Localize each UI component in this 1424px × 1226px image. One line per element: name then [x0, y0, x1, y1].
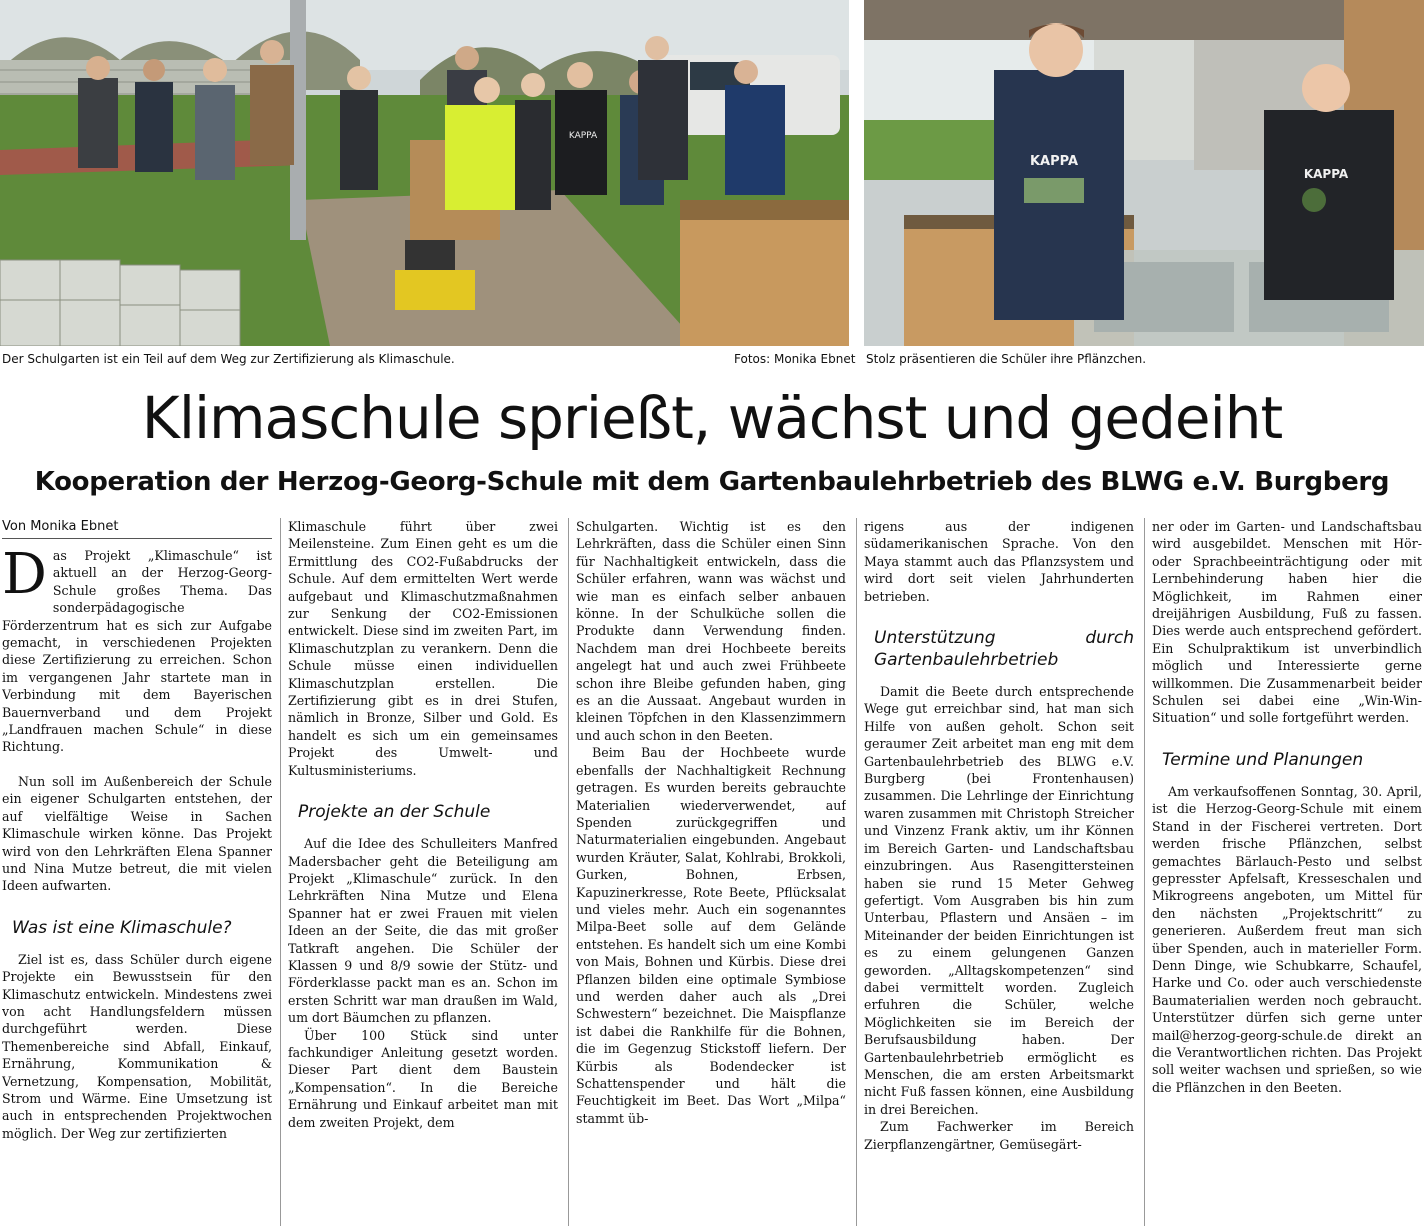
photo-caption-left: Der Schulgarten ist ein Teil auf dem Weg zur Zertifizierung als Klimaschule. — [2, 352, 455, 366]
headline: Klimaschule sprießt, wächst und gedeiht — [141, 384, 1283, 452]
subheadline: Kooperation der Herzog-Georg-Schule mit dem Gartenbaulehrbetrieb des BLWG e.V. Burgberg — [34, 467, 1390, 497]
section-heading: Projekte an der Schule — [298, 802, 491, 823]
drop-cap: D — [2, 542, 47, 607]
byline: Von Monika Ebnet — [2, 519, 119, 534]
paragraph: Auf die Idee des Schulleiters Manfred Madersbacher geht die Beteiligung am Projekt „Klimaschule“ zurück. In den Lehrkräften Nina Mutze und Elena Spanner hat er zwei Frauen mit vielen Ideen an der Seite, die das mit großer Tatkraft angehen. Die Schüler der Klassen 9 und 8/9 sowie der Stütz- und Förderklasse packt man es an. Schon im ersten Schritt war man draußen im Wald, um dort Bäumchen zu pflanzen. — [288, 836, 558, 1026]
paragraph: Schulgarten. Wichtig ist es den Lehrkräften, dass die Schüler einen Sinn für Nachhaltigkeit entwickeln, dass die Schüler erfahren, wann was wächst und wie man es einfach selber anbauen könne. In der Schulküche sollen die Produkte dann Verwendung finden. Nachdem man drei Hochbeete bereits angelegt hat und auch zwei Frühbeete schon ihre Bleibe gefunden haben, ging es an die Aussaat. Angebaut wurden in kleinen Töpfchen in den Klassenzimmern und auch schon in den Beeten. — [576, 519, 846, 743]
paragraph: Nun soll im Außenbereich der Schule ein eigener Schulgarten entstehen, der auf vielfältige Weise in Sachen Klimaschule wirken könne. Das Projekt wird von den Lehrkräften Elena Spanner und Nina Mutze betreut, die mit vielen Ideen aufwarten. — [2, 773, 272, 894]
section-heading: Was ist eine Klimaschule? — [12, 917, 232, 938]
section-heading: Termine und Planungen — [1162, 749, 1364, 770]
article-column-4 — [864, 518, 1134, 1226]
paragraph: rigens aus der indigenen südamerikanischen Sprache. Von den Maya stammt auch das Pflanzsystem und wird dort seit vielen Jahrhunderten betrieben. — [864, 519, 1134, 604]
lead-paragraph — [2, 542, 272, 756]
lead-text: as Projekt „Klimaschule“ ist aktuell an der Herzog-Georg-Schule großes Thema. Das sonderpädagogische Förderzentrum hat es sich zur Aufgabe gemacht, in verschiedenen Projekten diese Zertifizierung zu erreichen. Schon im vergangenen Jahr startete man in Verbindung mit dem Bayerischen Bauernverband und dem Projekt „Landfrauen machen Schule“ in diese Richtung. — [2, 548, 272, 755]
article-column-3 — [576, 518, 846, 1226]
students-photo-illustration — [864, 0, 1424, 346]
article-column-1 — [2, 518, 272, 1226]
column-divider — [568, 518, 569, 1226]
kappa-logo-text: KAPPA — [568, 131, 598, 141]
kappa-logo-text: KAPPA — [1303, 167, 1349, 181]
column-divider — [1144, 518, 1145, 1226]
group-photo-illustration — [0, 0, 849, 346]
column-divider — [280, 518, 281, 1226]
photo-schulgarten-group — [0, 0, 849, 346]
paragraph: Zum Fachwerker im Bereich Zierpflanzengärtner, Gemüsegärt- — [864, 1119, 1134, 1152]
paragraph: Ziel ist es, dass Schüler durch eigene Projekte ein Bewusstsein für den Klimaschutz entwickeln. Mindestens zwei von acht Handlungsfeldern müssen durchgeführt werden. Diese Themenbereiche sind Abfall, Einkauf, Ernährung, Kommunikation & Vernetzung, Kompensation, Mobilität, Strom und Wärme. Eine Umsetzung ist auch in entsprechenden Projektwochen möglich. Der Weg zur zertifizierten — [2, 951, 272, 1141]
paragraph: ner oder im Garten- und Landschaftsbau wird ausgebildet. Menschen mit Hör- oder Sprachbeeinträchtigung oder mit Lernbehinderung haben hier die Möglichkeit, im Rahmen einer dreijährigen Ausbildung, Fuß zu fassen. Dies werde auch entsprechend gefördert. Ein Schulpraktikum ist unverbindlich möglich und Interessierte gerne willkommen. Die Zusammenarbeit beider Schulen sei dabei eine „Win-Win-Situation“ und solle fortgeführt werden. — [1152, 519, 1422, 726]
paragraph: Am verkaufsoffenen Sonntag, 30. April, ist die Herzog-Georg-Schule mit einem Stand in der Fischerei vertreten. Dort werden frische Pflänzchen, selbst gemachtes Bärlauch-Pesto und selbst gepresster Apfelsaft, Kresseschalen und Mikrogreens angeboten, um Mittel für den nächsten „Projektschritt“ zu generieren. Außerdem freut man sich über Spenden, auch in materieller Form. Denn Dinge, wie Schubkarre, Schaufel, Harke und Co. oder auch verschiedenste Baumaterialien werden noch gebraucht. Unterstützer dürfen sich gerne unter mail@herzog-georg-schule.de direkt an die Verantwortlichen richten. Das Projekt soll weiter wachsen und sprießen, so wie die Pflänzchen in den Beeten. — [1152, 783, 1422, 1095]
paragraph: Damit die Beete durch entsprechende Wege gut erreichbar sind, hat man sich Hilfe von außen geholt. Schon seit geraumer Zeit arbeitet man eng mit dem Gartenbaulehrbetrieb des BLWG e.V. Burgberg (bei Frontenhausen) zusammen. Die Lehrlinge der Einrichtung waren zusammen mit Christoph Streicher und Vinzenz Frank aktiv, um ihr Können im Bereich Garten- und Landschaftsbau einzubringen. Aus Rasengittersteinen haben sie rund 15 Meter Gehweg gefertigt. Vom Ausgraben bis hin zum Unterbau, Pflastern und Ansäen – im Miteinander der beiden Einrichtungen ist es zu einem gelungenen Ganzen geworden. „Alltagskompetenzen“ sind dabei vermittelt worden. Zugleich erfuhren die Schüler, welche Möglichkeiten sie im Bereich der Berufsausbildung haben. Der Gartenbaulehrbetrieb ermöglicht es Menschen, die am ersten Arbeitsmarkt nicht Fuß fassen können, eine Ausbildung in drei Bereichen. — [864, 684, 1134, 1117]
article-column-2 — [288, 518, 558, 1226]
paragraph: Über 100 Stück sind unter fachkundiger Anleitung gesetzt worden. Dieser Part dient dem Baustein „Kompensation“. In die Bereiche Ernährung und Einkauf arbeitet man mit dem zweiten Projekt, dem — [288, 1027, 558, 1130]
photo-students-plants — [864, 0, 1424, 346]
section-heading: Unterstützung durch Gartenbaulehrbetrieb — [874, 628, 1134, 671]
kappa-logo-text: KAPPA — [1029, 154, 1079, 169]
photo-caption-right: Stolz präsentieren die Schüler ihre Pflänzchen. — [866, 352, 1147, 366]
byline-divider — [2, 538, 272, 539]
photo-credit: Fotos: Monika Ebnet — [734, 352, 856, 366]
column-divider — [856, 518, 857, 1226]
paragraph: Beim Bau der Hochbeete wurde ebenfalls der Nachhaltigkeit Rechnung getragen. Es wurden bereits gebrauchte Materialien wiederverwendet, auf Spenden zurückgegriffen und Naturmaterialien eingebunden. Angebaut wurden Kräuter, Salat, Kohlrabi, Brokkoli, Gurken, Bohnen, Erbsen, Kapuzinerkresse, Rote Beete, Pflücksalat und vieles mehr. Auch ein sogenanntes Milpa-Beet solle auf dem Gelände entstehen. Es handelt sich um eine Kombi von Mais, Bohnen und Kürbis. Diese drei Pflanzen bilden eine optimale Symbiose und werden daher auch als „Drei Schwestern“ bezeichnet. Die Maispflanze ist dabei die Rankhilfe für die Bohnen, die im Gegenzug Stickstoff liefern. Der Kürbis als Bodendecker ist Schattenspender und hält die Feuchtigkeit im Beet. Das Wort „Milpa“ stammt üb- — [576, 745, 846, 1126]
article-column-5 — [1152, 518, 1422, 1226]
paragraph: Klimaschule führt über zwei Meilensteine. Zum Einen geht es um die Ermittlung des CO2-Fußabdrucks der Schule. Auf dem ermittelten Wert werde aufgebaut und Klimaschutzmaßnahmen zur Senkung der CO2-Emissionen entwickelt. Diese sind im zweiten Part, im Klimaschutzplan zu verankern. Denn die Schule müsse einen individuellen Klimaschutzplan erstellen. Die Zertifizierung gibt es in drei Stufen, nämlich in Bronze, Silber und Gold. Es handelt es sich um ein gemeinsames Projekt des Umwelt- und Kultusministeriums. — [288, 519, 558, 778]
